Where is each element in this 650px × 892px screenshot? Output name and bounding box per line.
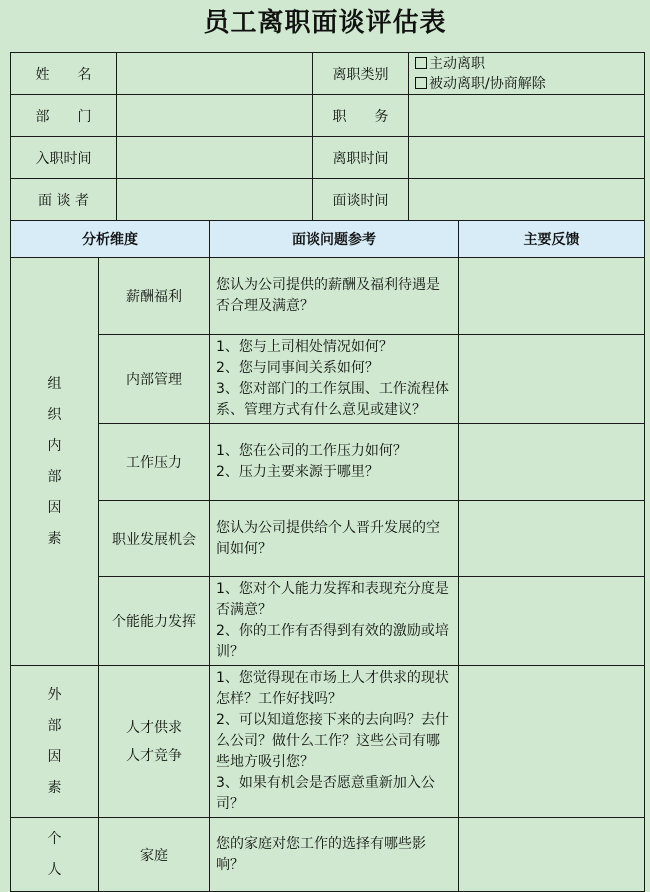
feedback-field[interactable] <box>459 424 645 501</box>
questions-cell: 您的家庭对您工作的选择有哪些影 响？ <box>210 818 459 892</box>
feedback-field[interactable] <box>459 501 645 577</box>
name-label: 姓 名 <box>11 53 117 95</box>
interview-time-label: 面谈时间 <box>313 179 409 221</box>
position-label: 职 务 <box>313 95 409 137</box>
feedback-field[interactable] <box>459 258 645 335</box>
header-feedback: 主要反馈 <box>459 221 645 258</box>
dimension-cell: 个能能力发挥 <box>99 577 210 666</box>
feedback-field[interactable] <box>459 577 645 666</box>
category-cell <box>11 666 99 818</box>
page-title: 员工离职面谈评估表 <box>203 8 447 38</box>
hire-date-label: 入职时间 <box>11 137 117 179</box>
dept-field[interactable] <box>117 95 313 137</box>
feedback-field[interactable] <box>459 818 645 892</box>
basic-info-table <box>10 52 645 221</box>
questions-cell: 1、您与上司相处情况如何？ 2、您与同事间关系如何？ 3、您对部门的工作氛围、工作流程体 系、管理方式有什么意见或建议？ <box>210 335 459 424</box>
dimension-cell: 人才供求 人才竞争 <box>99 666 210 818</box>
questions-cell: 1、您在公司的工作压力如何？ 2、压力主要来源于哪里？ <box>210 424 459 501</box>
interviewer-field[interactable] <box>117 179 313 221</box>
category-label: 个 人 <box>47 830 62 878</box>
category-cell <box>11 818 99 892</box>
leave-date-label: 离职时间 <box>313 137 409 179</box>
dimension-cell: 家庭 <box>99 818 210 892</box>
dept-label: 部 门 <box>11 95 117 137</box>
questions-cell: 1、您觉得现在市场上人才供求的现状 怎样？工作好找吗？ 2、可以知道您接下来的去向吗？去什 么公司？做什么工作？这些公司有哪 些地方吸引您？ 3、如果有机会是否愿意重新加入公 司？ <box>210 666 459 818</box>
leave-date-field[interactable] <box>409 137 645 179</box>
feedback-field[interactable] <box>459 666 645 818</box>
category-cell <box>11 258 99 666</box>
voluntary-option[interactable]: 主动离职 <box>415 54 644 74</box>
leave-type-label: 离职类别 <box>313 53 409 95</box>
feedback-field[interactable] <box>459 335 645 424</box>
interview-table <box>10 220 645 892</box>
dimension-cell: 薪酬福利 <box>99 258 210 335</box>
interview-time-field[interactable] <box>409 179 645 221</box>
category-label: 外 部 因 素 <box>47 686 62 796</box>
header-questions: 面谈问题参考 <box>210 221 459 258</box>
category-label: 组 织 内 部 因 素 <box>47 375 62 547</box>
position-field[interactable] <box>409 95 645 137</box>
dimension-cell: 职业发展机会 <box>99 501 210 577</box>
dimension-cell: 工作压力 <box>99 424 210 501</box>
questions-cell: 您认为公司提供给个人晋升发展的空 间如何？ <box>210 501 459 577</box>
questions-cell: 您认为公司提供的薪酬及福利待遇是 否合理及满意？ <box>210 258 459 335</box>
header-dimension: 分析维度 <box>11 221 210 258</box>
involuntary-option[interactable]: 被动离职/协商解除 <box>415 74 644 94</box>
interviewer-label: 面 谈 者 <box>11 179 117 221</box>
checkbox-icon[interactable] <box>415 57 427 69</box>
hire-date-field[interactable] <box>117 137 313 179</box>
questions-cell: 1、您对个人能力发挥和表现充分度是 否满意？ 2、你的工作有否得到有效的激励或培 训？ <box>210 577 459 666</box>
leave-type-options <box>409 53 645 95</box>
checkbox-icon[interactable] <box>415 77 427 89</box>
dimension-cell: 内部管理 <box>99 335 210 424</box>
name-field[interactable] <box>117 53 313 95</box>
